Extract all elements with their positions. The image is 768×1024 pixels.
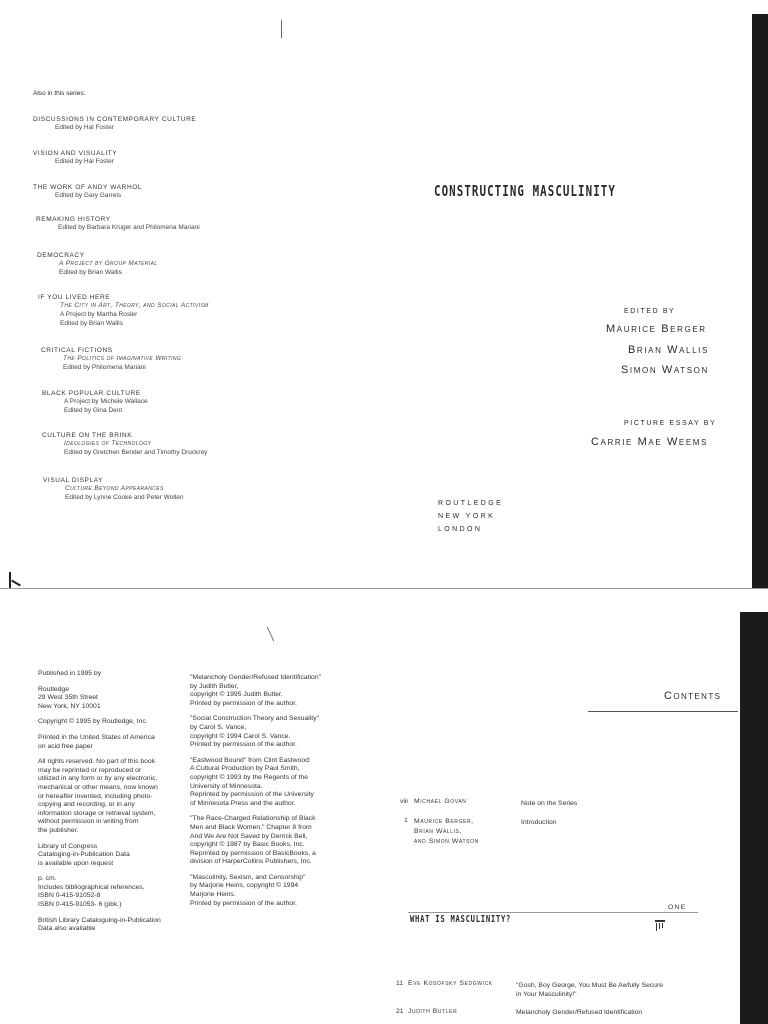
- toc-title: Introduction: [521, 819, 557, 826]
- series-item: [33, 116, 196, 132]
- series-credit: Ideologies of Technology: [64, 440, 152, 447]
- editor-name: Simon Watson: [621, 364, 709, 376]
- series-item: [33, 150, 117, 166]
- copyright-paragraph: British Library Cataloguing-in-Publication Data also available: [38, 916, 161, 933]
- toc-title: Melancholy Gender/Refused Identification: [516, 1009, 643, 1016]
- series-credit: Edited by Philomena Mariani: [63, 364, 146, 371]
- part-title: WHAT IS MASCULINITY?: [410, 914, 512, 925]
- series-credit: Edited by Gretchen Bender and Timothy Druckrey: [64, 449, 208, 456]
- title-page: [384, 0, 768, 588]
- series-item: [38, 294, 209, 328]
- toc-page-number: 1: [404, 817, 408, 824]
- part-number: ONE: [668, 904, 687, 911]
- toc-author: Michael Govan: [414, 798, 467, 805]
- series-credit: Edited by Brian Wallis: [60, 320, 123, 327]
- copyright-paragraph: "Masculinity, Sexism, and Censorship" by Marjorie Heins, copyright © 1994 Marjorie Heins. Printed by permission of the author.: [190, 873, 306, 907]
- copyright-paragraph: "The Race-Charged Relationship of Black Men and Black Women," Chapter 8 from And We Are Not Saved by Derrick Bell, copyright © 1987 by Basic Books, Inc. Reprinted by permission of BasicBooks, a division of HarperCollins Publishers, Inc.: [190, 815, 316, 866]
- edited-by-label: EDITED BY: [624, 308, 676, 315]
- copyright-paragraph: Printed in the United States of America on acid free paper: [38, 733, 155, 750]
- series-credit: The Politics of Imaginative Writing: [63, 355, 182, 362]
- series-item: [43, 477, 184, 502]
- series-credit: The City in Art, Theory, and Social Activism: [60, 302, 209, 309]
- toc-author: Judith Butler: [408, 1008, 458, 1015]
- copyright-paragraph: Library of Congress Cataloging-in-Publication Data is available upon request: [38, 842, 130, 867]
- copyright-paragraph: "Melancholy Gender/Refused Identification" by Judith Butler, copyright © 1995 Judith Butler. Printed by permission of the author.: [190, 674, 322, 707]
- part-rule: [408, 912, 698, 913]
- toc-page-number: viii: [400, 798, 408, 805]
- scan-mark: [281, 20, 282, 38]
- copyright-paragraph: Routledge 29 West 35th Street New York, NY 10001: [38, 685, 101, 710]
- series-credit: Edited by Gary Garrels: [55, 192, 122, 199]
- series-credit: A Project by Martha Rosler: [60, 311, 138, 318]
- copyright-column-left: [38, 670, 188, 941]
- toc-title: Note on the Series: [521, 800, 578, 807]
- series-item: [42, 432, 207, 457]
- editor-name: Brian Wallis: [628, 344, 709, 356]
- copyright-column-right: [190, 674, 365, 915]
- series-title: BLACK POPULAR CULTURE: [42, 390, 141, 397]
- copyright-paragraph: Published in 1995 by: [38, 670, 102, 677]
- series-title: DISCUSSIONS IN CONTEMPORARY CULTURE: [33, 116, 197, 123]
- series-title: THE WORK OF ANDY WARHOL: [33, 184, 143, 191]
- series-credit: Edited by Brian Wallis: [59, 269, 122, 276]
- toc-author: Maurice Berger, Brian Wallis, and Simon Watson: [414, 818, 479, 845]
- series-title: DEMOCRACY: [37, 252, 85, 259]
- contents-page: [384, 598, 768, 1024]
- toc-title: "Gosh, Boy George, You Must Be Awfully Secure in Your Masculinity!": [516, 982, 663, 998]
- series-credit: A Project by Michele Wallace: [64, 398, 148, 405]
- series-item: [41, 347, 181, 372]
- scan-edge-shadow: [752, 14, 768, 588]
- copyright-paragraph: "Social Construction Theory and Sexuality" by Carol S. Vance, copyright © 1994 Carol S. Vance. Printed by permission of the author.: [190, 715, 319, 749]
- series-title: IF YOU LIVED HERE: [38, 294, 111, 301]
- series-title: CULTURE ON THE BRINK: [42, 432, 133, 439]
- copyright-page: [0, 598, 384, 1024]
- series-title: REMAKING HISTORY: [36, 216, 111, 223]
- picture-essay-label: PICTURE ESSAY BY: [624, 420, 717, 427]
- publisher-city: LONDON: [438, 526, 483, 533]
- series-title: CRITICAL FICTIONS: [41, 347, 113, 354]
- copyright-paragraph: All rights reserved. No part of this book may be reprinted or reproduced or utilized in any form or by any electronic, mechanical or other means, now known or hereafter invented, including photo- copying and recording, or in any information storage or retrieval system, without permission in writing from the publisher.: [38, 758, 158, 834]
- series-credit: Edited by Barbara Kruger and Philomena Mariani: [58, 224, 200, 231]
- series-title: VISION AND VISUALITY: [33, 150, 118, 157]
- scan-fold-line: [0, 588, 768, 589]
- series-credit: Edited by Hal Foster: [55, 124, 114, 131]
- series-credit: A Project by Group Material: [59, 260, 158, 267]
- copyright-paragraph: Copyright © 1995 by Routledge, Inc.: [38, 718, 148, 726]
- series-credit: Edited by Lynne Cooke and Peter Wollen: [65, 494, 184, 501]
- series-credit: Edited by Gina Dent: [64, 407, 123, 414]
- scan-edge-shadow: [740, 612, 768, 1024]
- toc-author: Eve Kosofsky Sedgwick: [408, 980, 493, 987]
- copyright-paragraph: "Eastwood Bound" from Clint Eastwood: A Cultural Production by Paul Smith, copyright © 1993 by the Regents of the University of Minnesota. Reprinted by permission of the University of Minnesota Press and the author.: [190, 756, 314, 807]
- toc-page-number: 21: [396, 1008, 404, 1015]
- book-title: CONSTRUCTING MASCULINITY: [434, 182, 616, 200]
- series-title: VISUAL DISPLAY: [43, 477, 104, 484]
- publisher-name: ROUTLEDGE: [438, 500, 504, 507]
- editor-name: Maurice Berger: [606, 323, 707, 335]
- picture-essay-author: Carrie Mae Weems: [591, 436, 708, 448]
- series-item: [42, 390, 148, 415]
- toc-page-number: 11: [396, 980, 404, 987]
- series-credit: Culture Beyond Appearances: [65, 485, 164, 492]
- series-item: [33, 184, 142, 200]
- series-credit: Edited by Hal Foster: [55, 158, 114, 165]
- series-page: [0, 0, 384, 588]
- publisher-city: NEW YORK: [438, 513, 496, 520]
- contents-rule: [588, 711, 738, 712]
- series-intro: Also in this series:: [33, 90, 86, 97]
- contents-heading: Contents: [664, 690, 722, 702]
- copyright-paragraph: p. cm. Includes bibliographical references. ISBN 0-415-91052-8 ISBN 0-415-91053- 6 (pbk.): [38, 875, 145, 909]
- series-item: [37, 252, 158, 277]
- series-item: [36, 216, 200, 232]
